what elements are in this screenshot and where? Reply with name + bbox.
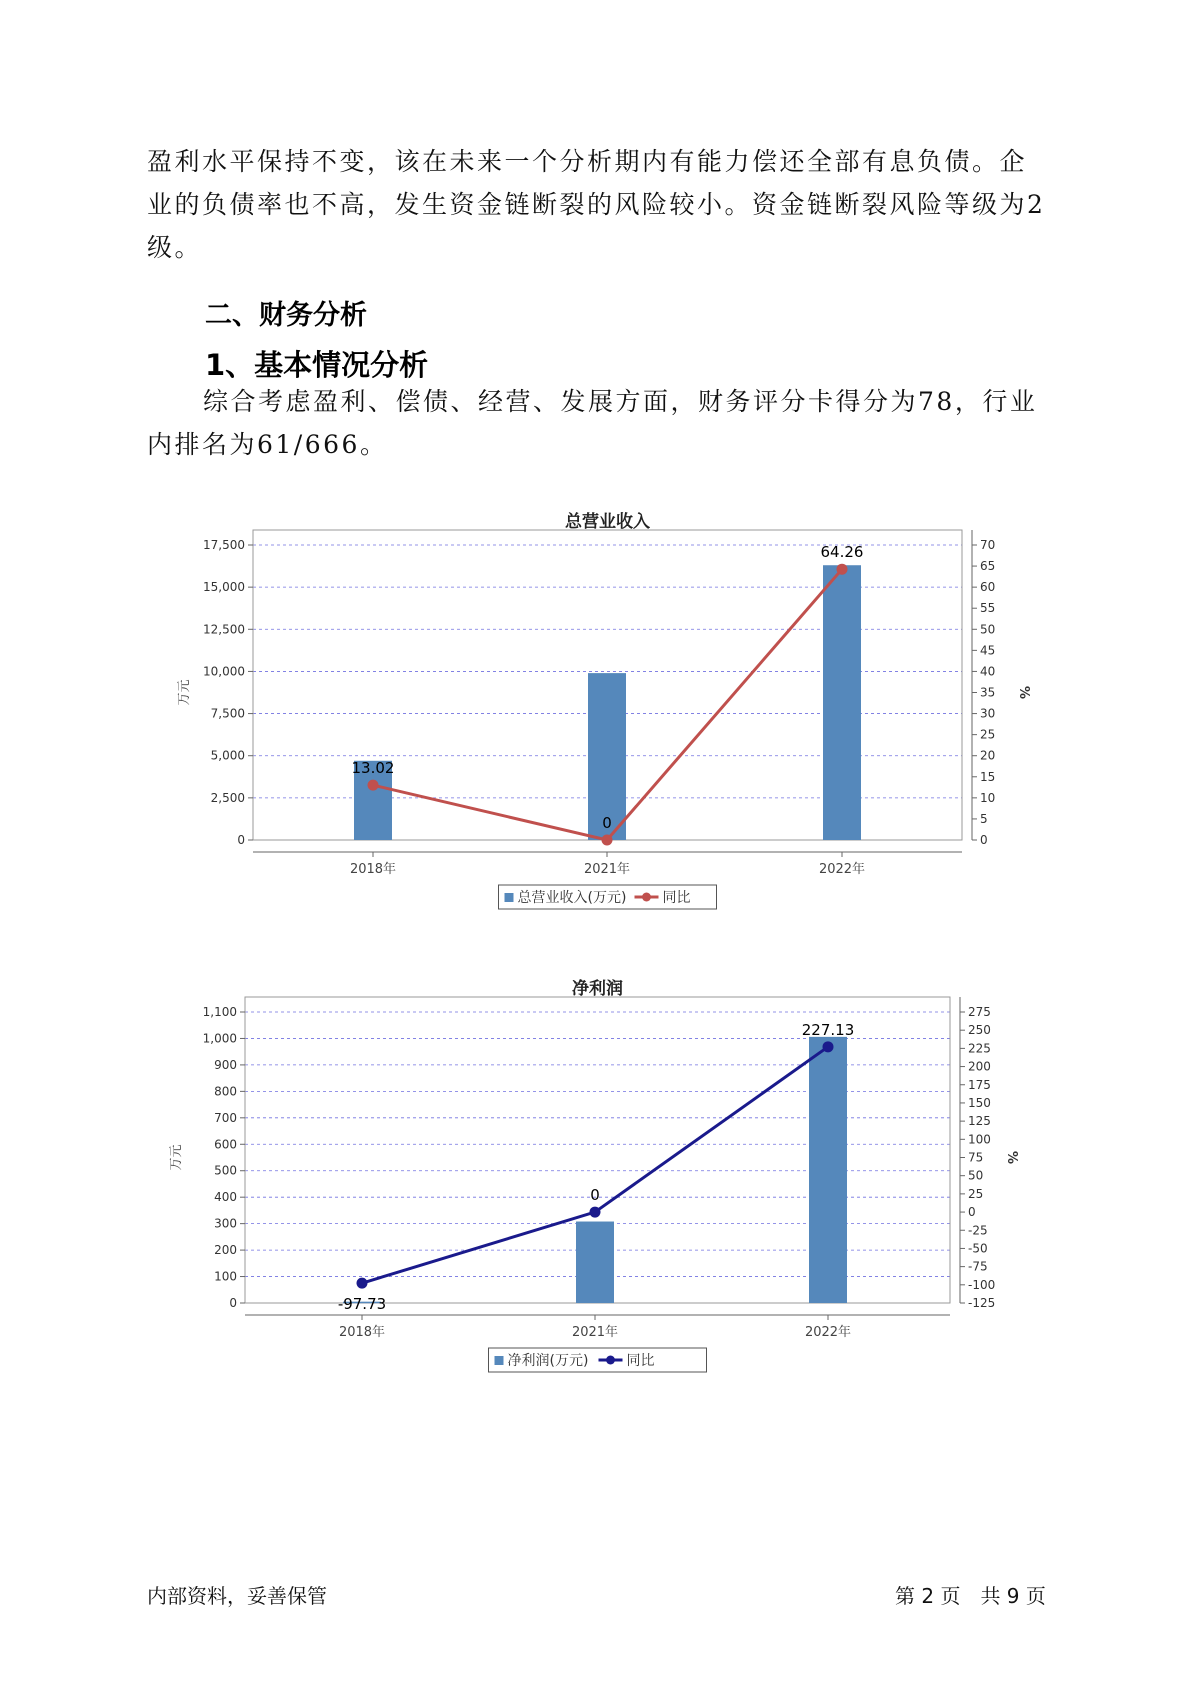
y2-tick-label: 75 <box>968 1150 984 1165</box>
yoy-data-label: 13.02 <box>351 759 395 778</box>
yoy-point <box>357 1278 368 1289</box>
y-tick-label: 17,500 <box>203 538 245 552</box>
y2-tick-label: 25 <box>968 1186 984 1201</box>
yoy-point <box>602 835 613 846</box>
y-tick-label: 7,500 <box>210 706 245 721</box>
net-profit-chart <box>0 979 1191 1470</box>
x-tick-label: 2021年 <box>571 1325 619 1340</box>
y2-tick-label: 175 <box>968 1077 991 1092</box>
footer-confidential: 内部资料，妥善保管 <box>147 1584 327 1608</box>
legend-bar-swatch <box>505 893 514 902</box>
y-tick-label: 5,000 <box>210 748 245 763</box>
y2-tick-label: -25 <box>968 1223 988 1238</box>
y-tick-label: 1,100 <box>202 1005 237 1019</box>
y-tick-label: 400 <box>214 1190 237 1205</box>
y2-tick-label: 100 <box>968 1132 991 1147</box>
y-tick-label: 10,000 <box>203 664 245 679</box>
legend-line-label: 同比 <box>626 1353 655 1369</box>
revenue-chart <box>0 500 1191 980</box>
paragraph-1: 盈利水平保持不变，该在未来一个分析期内有能力偿还全部有息负债。企业的负债率也不高，发生资金链断裂的风险较小。资金链断裂风险等级为2级。 <box>147 147 1046 262</box>
y2-tick-label: 70 <box>980 538 996 552</box>
y2-axis-label: % <box>1004 1150 1019 1165</box>
yoy-data-label: 227.13 <box>801 1020 855 1039</box>
bar <box>823 565 861 840</box>
y2-tick-label: 225 <box>968 1041 991 1056</box>
yoy-data-label: 0 <box>590 1186 600 1205</box>
y2-tick-label: -100 <box>968 1277 996 1292</box>
y2-tick-label: 15 <box>980 769 996 784</box>
y-tick-label: 100 <box>214 1269 237 1284</box>
y2-tick-label: 35 <box>980 685 996 700</box>
y2-tick-label: -50 <box>968 1241 988 1256</box>
yoy-data-label: 64.26 <box>820 543 864 562</box>
legend-line-label: 同比 <box>662 890 691 906</box>
y-tick-label: 2,500 <box>210 790 245 805</box>
y2-tick-label: 40 <box>980 664 996 679</box>
y-tick-label: 12,500 <box>203 622 245 637</box>
y2-tick-label: 25 <box>980 727 996 742</box>
y-tick-label: 300 <box>214 1216 237 1231</box>
legend-bar-label: 总营业收入(万元) <box>517 890 627 906</box>
y2-tick-label: 20 <box>980 748 996 763</box>
paragraph-2: 综合考虑盈利、偿债、经营、发展方面，财务评分卡得分为78，行业内排名为61/666。 <box>147 387 1038 459</box>
y2-tick-label: 45 <box>980 643 996 658</box>
y-axis-label: 万元 <box>169 1144 184 1171</box>
legend-line-marker <box>642 893 651 902</box>
y2-tick-label: 55 <box>980 601 996 616</box>
y2-tick-label: 250 <box>968 1023 991 1038</box>
y-tick-label: 600 <box>214 1137 237 1152</box>
yoy-point <box>590 1207 601 1218</box>
y2-tick-label: -75 <box>968 1259 988 1274</box>
y2-tick-label: 5 <box>980 811 988 826</box>
y-tick-label: 200 <box>214 1243 237 1258</box>
y2-tick-label: 150 <box>968 1095 991 1110</box>
bar <box>576 1222 614 1303</box>
y2-tick-label: 275 <box>968 1005 991 1019</box>
y2-tick-label: 125 <box>968 1114 991 1129</box>
y2-tick-label: 10 <box>980 790 996 805</box>
chart-title: 净利润 <box>572 979 623 999</box>
yoy-point <box>837 564 848 575</box>
y-tick-label: 0 <box>229 1296 237 1310</box>
y-tick-label: 800 <box>214 1084 237 1099</box>
legend-bar-label: 净利润(万元) <box>507 1353 589 1369</box>
y-tick-label: 1,000 <box>202 1031 237 1046</box>
y2-tick-label: 30 <box>980 706 996 721</box>
y-tick-label: 700 <box>214 1110 237 1125</box>
x-tick-label: 2018年 <box>338 1325 386 1340</box>
y-tick-label: 500 <box>214 1163 237 1178</box>
legend-line-marker <box>606 1356 615 1365</box>
y-tick-label: 15,000 <box>203 580 245 595</box>
y2-tick-label: -125 <box>968 1296 996 1310</box>
legend-bar-swatch <box>495 1356 504 1365</box>
y2-tick-label: 200 <box>968 1059 991 1074</box>
y2-tick-label: 60 <box>980 580 996 595</box>
x-tick-label: 2021年 <box>583 862 631 877</box>
section-heading: 二、财务分析 <box>205 300 367 331</box>
y-tick-label: 0 <box>237 833 245 847</box>
yoy-point <box>823 1041 834 1052</box>
yoy-point <box>368 780 379 791</box>
x-tick-label: 2022年 <box>818 862 866 877</box>
y-tick-label: 900 <box>214 1057 237 1072</box>
x-tick-label: 2022年 <box>804 1325 852 1340</box>
bar <box>809 1037 847 1303</box>
yoy-data-label: -97.73 <box>337 1295 387 1314</box>
y2-tick-label: 65 <box>980 559 996 574</box>
footer-page-number: 第 2 页 共 9 页 <box>895 1584 1046 1608</box>
chart-title: 总营业收入 <box>565 512 650 532</box>
y-axis-label: 万元 <box>177 679 192 706</box>
y2-tick-label: 0 <box>968 1205 976 1220</box>
x-tick-label: 2018年 <box>349 862 397 877</box>
y2-tick-label: 50 <box>968 1168 984 1183</box>
y2-tick-label: 0 <box>980 833 988 847</box>
y2-tick-label: 50 <box>980 622 996 637</box>
yoy-data-label: 0 <box>602 814 612 832</box>
y2-axis-label: % <box>1016 685 1031 700</box>
subsection-heading: 1、基本情况分析 <box>205 348 429 382</box>
